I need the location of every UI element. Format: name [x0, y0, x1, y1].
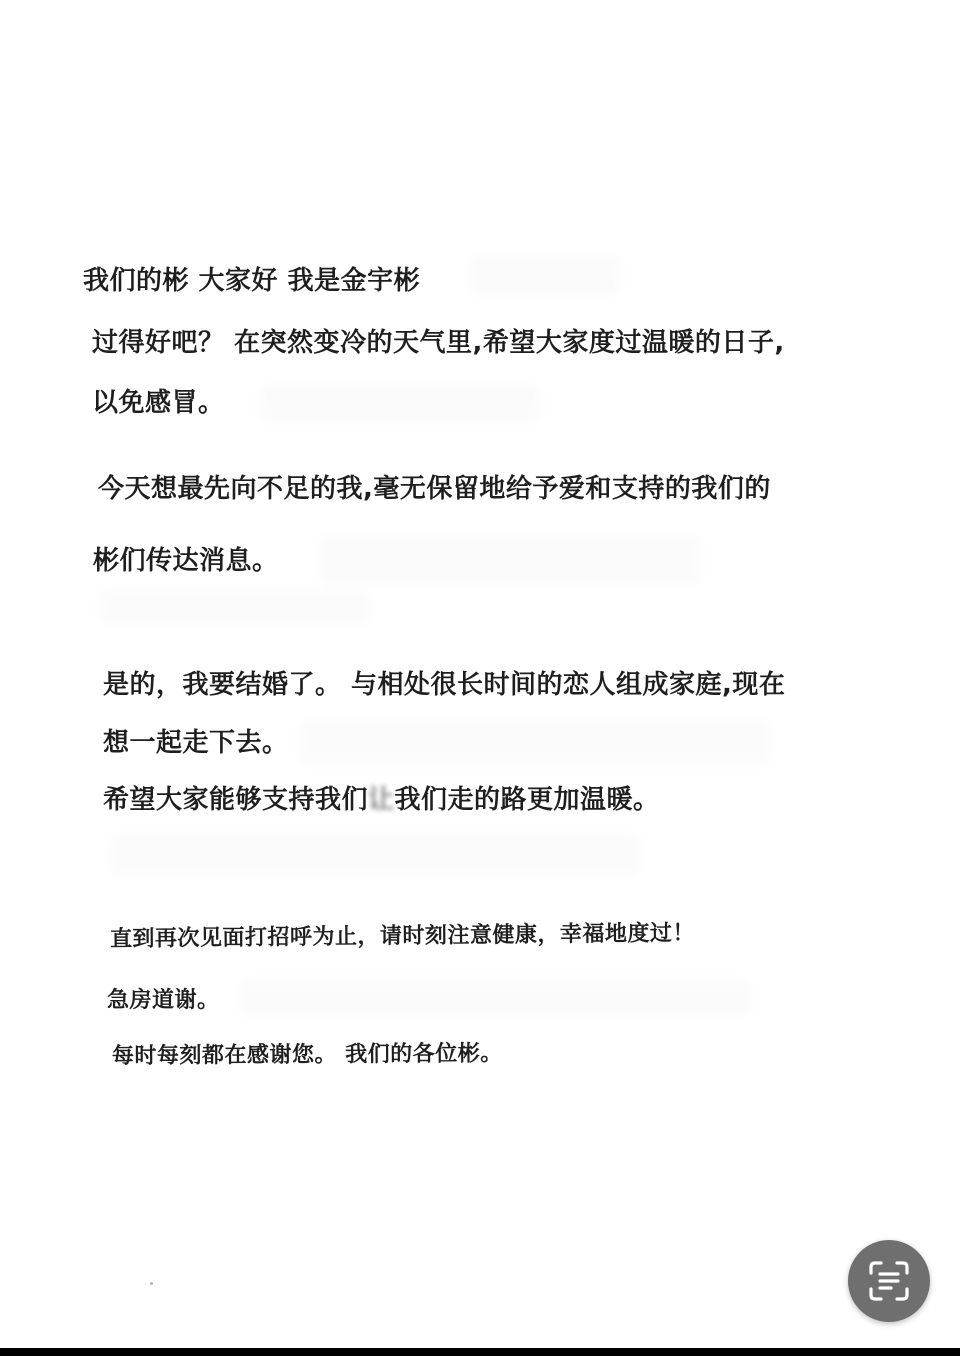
letter-line: 急房道谢。 [107, 988, 220, 1013]
smudge [110, 835, 640, 875]
letter-line [103, 787, 660, 813]
bottom-border [0, 1348, 960, 1356]
letter-line: 直到再次见面打招呼为止，请时刻注意健康，幸福地度过！ [109, 920, 696, 952]
blurred-text: 让 [368, 785, 395, 815]
letter-text: 我们走的路更加温暖。 [394, 785, 660, 815]
smudge [320, 535, 700, 585]
smudge [100, 590, 370, 624]
letter-line: 过得好吧？ 在突然变冷的天气里,希望大家度过温暖的日子, [92, 328, 785, 358]
text-scan-button[interactable] [848, 1240, 930, 1322]
letter-signoff: 每时每刻都在感谢您。 我们的各位彬。 [111, 1041, 503, 1069]
letter-line: 想一起走下去。 [103, 728, 289, 758]
text-scan-icon [867, 1259, 911, 1303]
letter-line: 今天想最先向不足的我,毫无保留地给予爱和支持的我们的 [98, 474, 771, 504]
smudge [470, 255, 620, 295]
letter-announcement: 是的，我要结婚了。 与相处很长时间的恋人组成家庭,现在 [103, 670, 786, 700]
letter-line: 彬们传达消息。 [93, 546, 279, 576]
smudge [260, 385, 540, 421]
letter-line: 以免感冒。 [92, 388, 225, 418]
smudge [300, 720, 770, 764]
letter-text: 希望大家能够支持我们 [103, 785, 369, 815]
letter-greeting: 我们的彬 大家好 我是金宇彬 [83, 266, 421, 296]
smudge [240, 980, 750, 1016]
paper-speck [150, 1282, 153, 1285]
